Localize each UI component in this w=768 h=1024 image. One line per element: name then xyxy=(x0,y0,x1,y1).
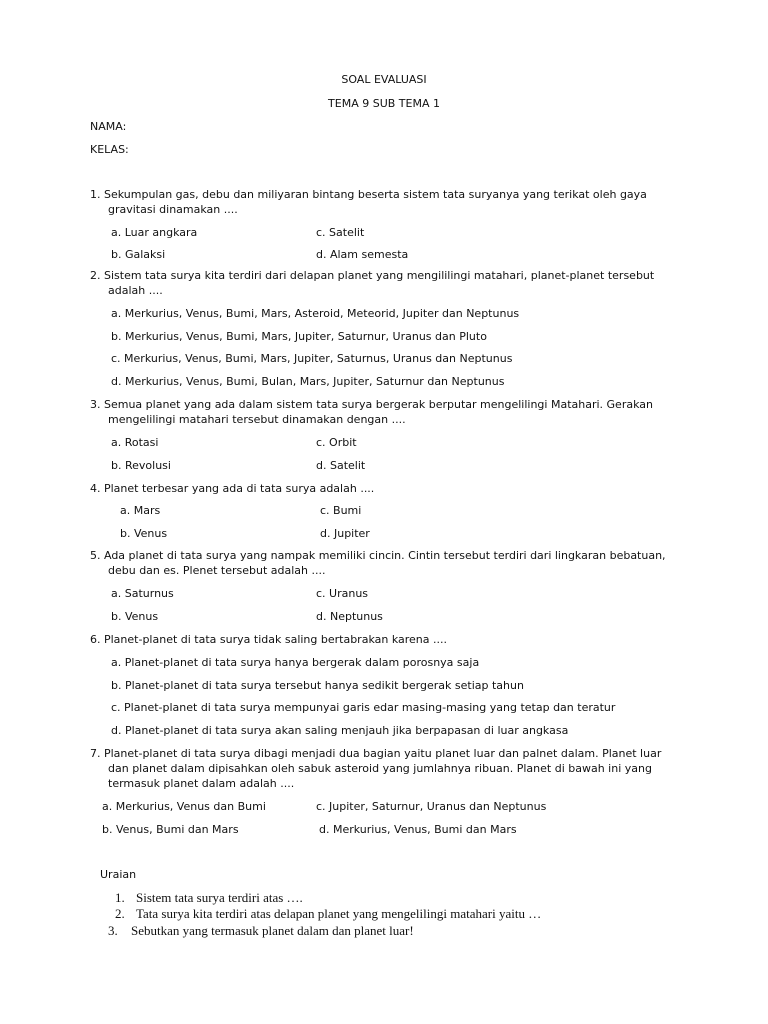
option-c: c. Planet-planet di tata surya mempunyai garis edar masing-masing yang tetap dan teratur xyxy=(111,701,616,714)
option-d: d. Merkurius, Venus, Bumi dan Mars xyxy=(319,823,517,836)
question-text: 1. Sekumpulan gas, debu dan miliyaran bintang beserta sistem tata suryanya yang terikat oleh gaya xyxy=(90,188,647,201)
option-a: a. Luar angkara xyxy=(111,226,198,239)
question-text: mengelilingi matahari tersebut dinamakan dengan .... xyxy=(108,413,406,426)
option-c: c. Jupiter, Saturnur, Uranus dan Neptunus xyxy=(316,800,547,813)
option-d: d. Jupiter xyxy=(320,527,370,540)
option-b: b. Planet-planet di tata surya tersebut hanya sedikit bergerak setiap tahun xyxy=(111,679,524,692)
option-d: d. Satelit xyxy=(316,459,366,472)
question-text: 5. Ada planet di tata surya yang nampak memiliki cincin. Cintin tersebut terdiri dari lingkaran bebatuan, xyxy=(90,549,666,562)
essay-item-number: 3. xyxy=(108,923,118,938)
question-text: dan planet dalam dipisahkan oleh sabuk asteroid yang jumlahnya ribuan. Planet di bawah ini yang xyxy=(108,762,652,775)
option-a: a. Rotasi xyxy=(111,436,159,449)
option-d: d. Merkurius, Venus, Bumi, Bulan, Mars, Jupiter, Saturnur dan Neptunus xyxy=(111,375,505,388)
name-label: NAMA: xyxy=(90,120,127,133)
option-b: b. Merkurius, Venus, Bumi, Mars, Jupiter, Saturnur, Uranus dan Pluto xyxy=(111,330,487,343)
option-d: d. Planet-planet di tata surya akan saling menjauh jika berpapasan di luar angkasa xyxy=(111,724,569,737)
essay-item-text: Sistem tata surya terdiri atas …. xyxy=(136,890,303,905)
option-b: b. Galaksi xyxy=(111,248,166,261)
option-a: a. Saturnus xyxy=(111,587,174,600)
question-text: adalah .... xyxy=(108,284,163,297)
question-text: 3. Semua planet yang ada dalam sistem tata surya bergerak berputar mengelilingi Matahari. Gerakan xyxy=(90,398,653,411)
question-text: termasuk planet dalam adalah .... xyxy=(108,777,295,790)
question-text: 4. Planet terbesar yang ada di tata surya adalah .... xyxy=(90,482,375,495)
question-text: 7. Planet-planet di tata surya dibagi menjadi dua bagian yaitu planet luar dan palnet dalam. Planet luar xyxy=(90,747,662,760)
question-text: debu dan es. Plenet tersebut adalah .... xyxy=(108,564,326,577)
essay-heading: Uraian xyxy=(100,868,137,881)
essay-item-number: 2. xyxy=(115,906,125,921)
question-text: 2. Sistem tata surya kita terdiri dari delapan planet yang mengililingi matahari, planet-planet tersebut xyxy=(90,269,655,282)
document-title: SOAL EVALUASI xyxy=(341,73,427,86)
option-b: b. Venus, Bumi dan Mars xyxy=(102,823,239,836)
document-subtitle: TEMA 9 SUB TEMA 1 xyxy=(328,97,440,110)
essay-item-number: 1. xyxy=(115,890,125,905)
option-d: d. Alam semesta xyxy=(316,248,409,261)
option-b: b. Revolusi xyxy=(111,459,171,472)
option-a: a. Mars xyxy=(120,504,161,517)
essay-item-text: Sebutkan yang termasuk planet dalam dan planet luar! xyxy=(131,923,414,938)
option-c: c. Uranus xyxy=(316,587,369,600)
option-b: b. Venus xyxy=(111,610,159,623)
essay-item-text: Tata surya kita terdiri atas delapan planet yang mengelilingi matahari yaitu … xyxy=(136,906,542,921)
class-label: KELAS: xyxy=(90,143,129,156)
option-a: a. Planet-planet di tata surya hanya bergerak dalam porosnya saja xyxy=(111,656,480,669)
option-b: b. Venus xyxy=(120,527,168,540)
option-d: d. Neptunus xyxy=(316,610,383,623)
option-a: a. Merkurius, Venus dan Bumi xyxy=(102,800,266,813)
question-text: gravitasi dinamakan .... xyxy=(108,203,238,216)
option-a: a. Merkurius, Venus, Bumi, Mars, Asteroid, Meteorid, Jupiter dan Neptunus xyxy=(111,307,520,320)
question-text: 6. Planet-planet di tata surya tidak saling bertabrakan karena .... xyxy=(90,633,447,646)
option-c: c. Merkurius, Venus, Bumi, Mars, Jupiter, Saturnus, Uranus dan Neptunus xyxy=(111,352,513,365)
option-c: c. Bumi xyxy=(320,504,362,517)
option-c: c. Orbit xyxy=(316,436,357,449)
option-c: c. Satelit xyxy=(316,226,365,239)
